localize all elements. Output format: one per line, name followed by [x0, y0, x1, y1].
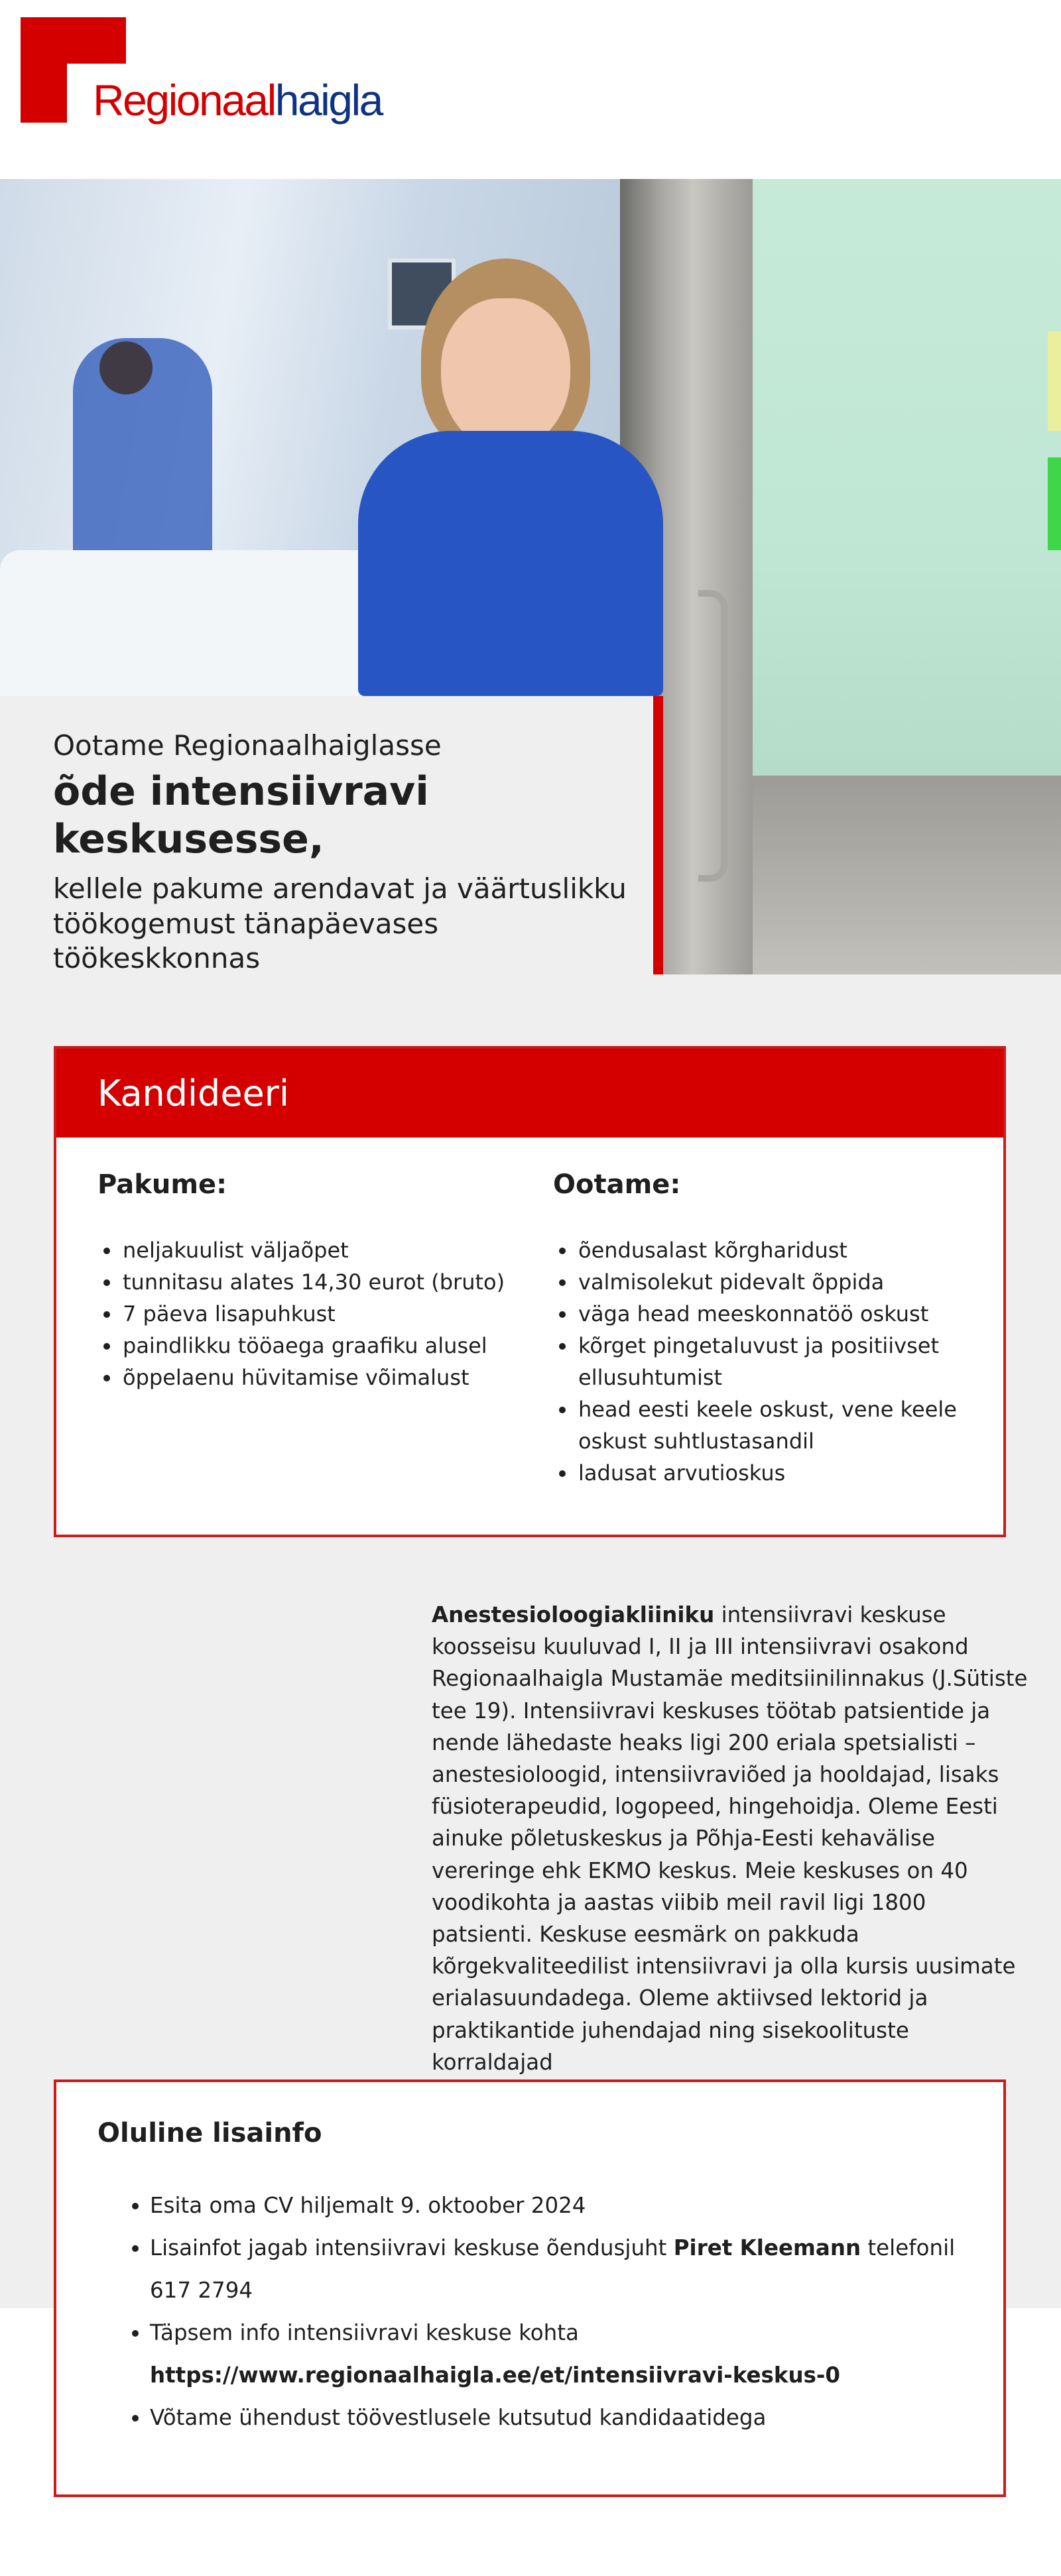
offer-list: [97, 1234, 519, 1393]
info-item-contact: • Lisainfot jagab intensiivravi keskuse õendusjuht Piret Kleemann telefonil 617 2794: [150, 2227, 985, 2312]
offer-list-item: • 7 päeva lisapuhkust: [121, 1298, 519, 1330]
info-list: [97, 2184, 985, 2439]
clinic-description: [432, 1599, 1029, 2078]
intro-accent-bar: [653, 696, 663, 974]
clinic-name: Anestesioloogiakliiniku: [432, 1602, 715, 1627]
info-card: [54, 2079, 1006, 2497]
logo-text-red: Regionaal: [93, 76, 275, 125]
expect-list-item: • kõrget pingetaluvust ja positiivset ellusuhtumist: [577, 1330, 975, 1393]
door-photo: [620, 179, 1061, 974]
intro-subtitle: kellele pakume arendavat ja väärtuslikku töökogemust tänapäevases töökeskkonnas: [53, 872, 627, 974]
contact-person: Piret Kleemann: [673, 2235, 861, 2260]
expect-list-item: • head eesti keele oskust, vene keele oskust suhtlustasandil: [577, 1393, 975, 1457]
info-link[interactable]: https://www.regionaalhaigla.ee/et/intensiivravi-keskus-0: [150, 2363, 841, 2388]
expect-list: [553, 1234, 975, 1489]
expect-title: Ootame:: [553, 1169, 681, 1200]
expect-list-item: • väga head meeskonnatöö oskust: [577, 1298, 975, 1330]
offer-list-item: • paindlikku tööaega graafiku alusel: [121, 1330, 519, 1362]
logo-text-blue: haigla: [275, 76, 382, 125]
info-item-deadline: • Esita oma CV hiljemalt 9. oktoober 2024: [150, 2184, 985, 2227]
offer-title: Pakume:: [97, 1169, 227, 1200]
apply-button[interactable]: Kandideeri: [97, 1073, 289, 1114]
expect-list-item: • õendusalast kõrgharidust: [577, 1234, 975, 1266]
page-title: õde intensiivravi keskusesse,: [53, 768, 429, 862]
page-header: [0, 0, 1061, 179]
info-item-link: • Täpsem info intensiivravi keskuse kohta https://www.regionaalhaigla.ee/et/intensiivravi-keskus-0: [150, 2312, 985, 2396]
hospital-bed-illustration: [0, 550, 385, 696]
clinic-description-text: intensiivravi keskuse koosseisu kuuluvad I, II ja III intensiivravi osakond Regionaalhaigla Mustamäe meditsiinilinnakus (J.Sütiste tee 19). Intensiivravi keskuses töötab patsientide ja nende lähedaste heaks ligi 200 eriala spetsialisti – anestesioloogid, intensiivraviõed ja hooldajad, lisaks füsioterapeudid, logopeed, hingehoidja. Oleme Eesti ainuke põletuskeskus ja Põhja-Eesti kehavälise vereringe ehk EKMO keskus. Meie keskuses on 40 voodikohta ja aastas viibib meil ravil ligi 1800 patsienti. Keskuse eesmärk on pakkuda kõrgekvaliteedilist intensiivravi ja olla kursis uusimate erialasuundadega. Oleme aktiivsed lektorid ja praktikantide juhendajad ning sisekoolituste korraldajad: [432, 1602, 1028, 2075]
door-handle: [698, 590, 727, 882]
logo-wordmark[interactable]: [93, 76, 382, 125]
apply-card-header[interactable]: [56, 1049, 1003, 1138]
expect-list-item: • ladusat arvutioskus: [577, 1457, 975, 1489]
offer-list-item: • tunnitasu alates 14,30 eurot (bruto): [121, 1266, 519, 1298]
expect-list-item: • valmisolekut pidevalt õppida: [577, 1266, 975, 1298]
offer-list-item: • õppelaenu hüvitamise võimalust: [121, 1362, 519, 1393]
info-item-interview: • Võtame ühendust töövestlusele kutsutud kandidaatidega: [150, 2396, 985, 2439]
offer-list-item: • neljakuulist väljaõpet: [121, 1234, 519, 1266]
intro-lead: Ootame Regionaalhaiglasse: [53, 729, 442, 762]
apply-card: [54, 1046, 1006, 1537]
info-title: Oluline lisainfo: [97, 2118, 322, 2148]
